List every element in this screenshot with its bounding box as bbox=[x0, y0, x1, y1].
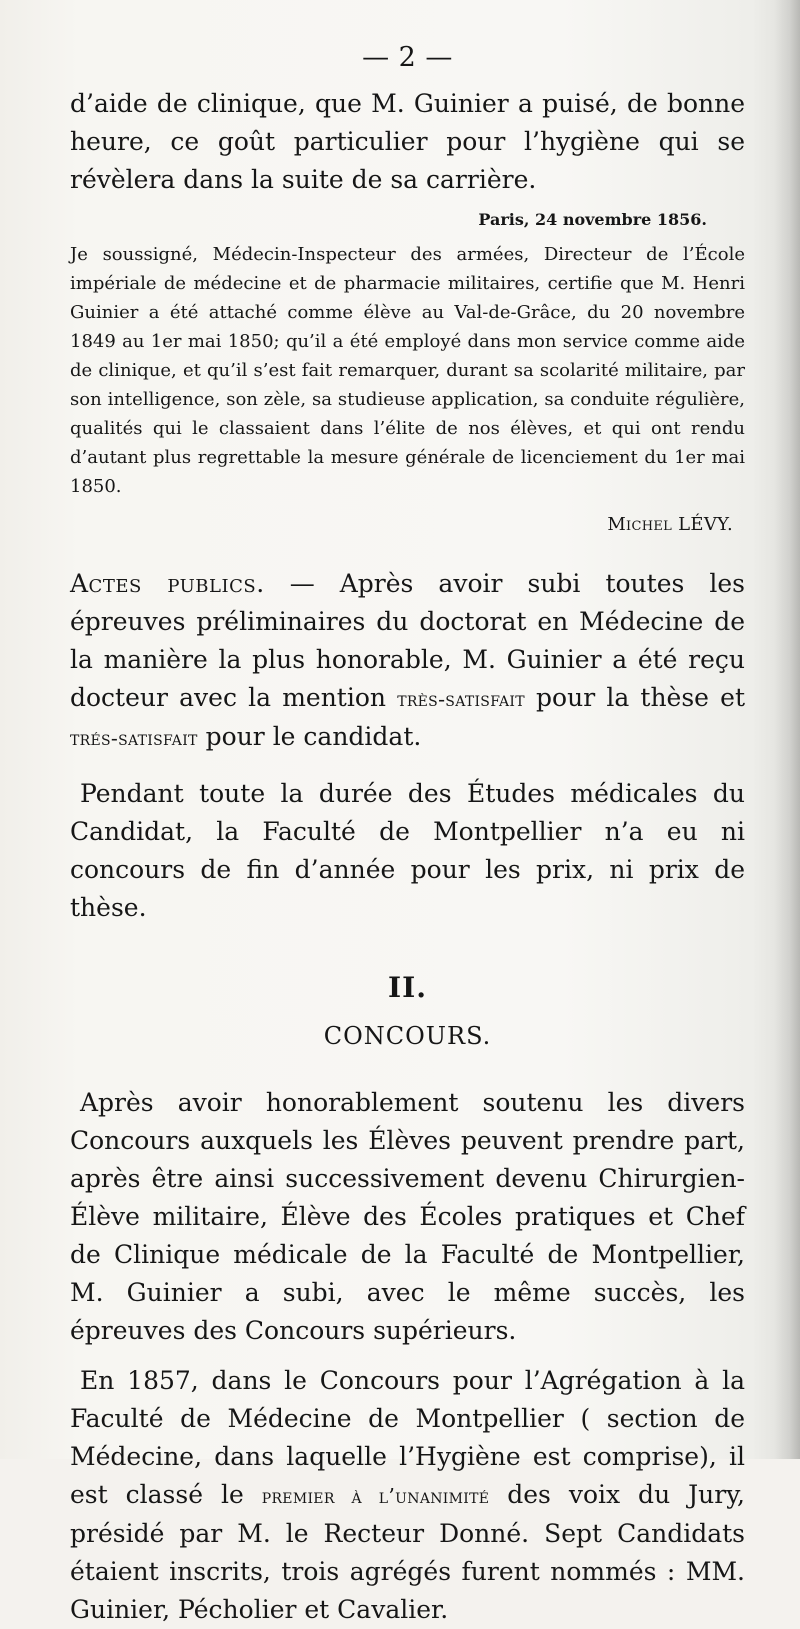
certificate-dateline: Paris, 24 novembre 1856. bbox=[478, 210, 707, 229]
certificate-text: Je soussigné, Médecin-Inspecteur des armées, Directeur de l’École impériale de médecine et de pharmacie militaires, certifie que M. Henri Guinier a été attaché comme élève au Val-de-Grâce, du 20 novembre 1849 au 1er mai 1850; qu’il a été employé dans mon service comme aide de clinique, et qu’il s’est fait remarquer, durant sa scolarité militaire, par son intelligence, son zèle, sa studieuse application, sa conduite régulière, qualités qui le classaient dans l’élite de nos élèves, et qui ont rendu d’autant plus regrettable la mesure générale de licenciement du 1er mai 1850. bbox=[70, 244, 745, 497]
intro-paragraph: d’aide de clinique, que M. Guinier a puisé, de bonne heure, ce goût particulier pour l’hygiène qui se révèlera dans la suite de sa carrière. bbox=[70, 89, 745, 194]
page-edge-shadow bbox=[774, 0, 800, 1459]
section-number: II. bbox=[388, 971, 427, 1004]
page-number: — 2 — bbox=[362, 42, 453, 73]
concours-paragraph-1: Après avoir honorablement soutenu les divers Concours auxquels les Élèves peuvent prendre part, après être ainsi successivement devenu Chirurgien-Élève militaire, Élève des Écoles pratiques et Chef de Clinique médicale de la Faculté de Montpellier, M. Guinier a subi, avec le même succès, les épreuves des Concours supérieurs. bbox=[70, 1088, 745, 1345]
concours-ranking-highlight: premier à l’unanimité bbox=[261, 1484, 490, 1508]
actes-publics-paragraph bbox=[70, 565, 745, 757]
document-content bbox=[70, 44, 745, 1629]
faculty-paragraph: Pendant toute la durée des Études médicales du Candidat, la Faculté de Montpellier n’a eu ni concours de fin d’année pour les prix, ni prix de thèse. bbox=[70, 779, 745, 922]
concours-paragraph-2-part-2: des voix du Jury, présidé par M. le Recteur Donné. Sept Candidats étaient inscrits, trois agrégés furent nommés : MM. Guinier, Pécholier et Cavalier. bbox=[70, 1480, 745, 1624]
certificate-signature: Michel LÉVY. bbox=[607, 514, 733, 535]
mention-these: très-satisfait bbox=[397, 687, 525, 711]
concours-paragraph-2 bbox=[70, 1362, 745, 1629]
concours-paragraph-2-part-1: En 1857, dans le Concours pour l’Agrégation à la Faculté de Médecine de Montpellier ( section de Médecine, dans laquelle l’Hygiène est comprise), il est classé le bbox=[70, 1366, 745, 1509]
mention-candidat: trés-satisfait bbox=[70, 726, 198, 750]
actes-text-part-3: pour le candidat. bbox=[197, 722, 422, 751]
actes-publics-label: Actes publics. bbox=[70, 569, 265, 598]
actes-text-part-2: pour la thèse et bbox=[524, 683, 745, 712]
actes-text-part-1: — Après avoir subi toutes les épreuves préliminaires du doctorat en Médecine de la manière la plus honorable, M. Guinier a été reçu docteur avec la mention bbox=[70, 569, 745, 712]
section-title: CONCOURS. bbox=[323, 1022, 492, 1050]
